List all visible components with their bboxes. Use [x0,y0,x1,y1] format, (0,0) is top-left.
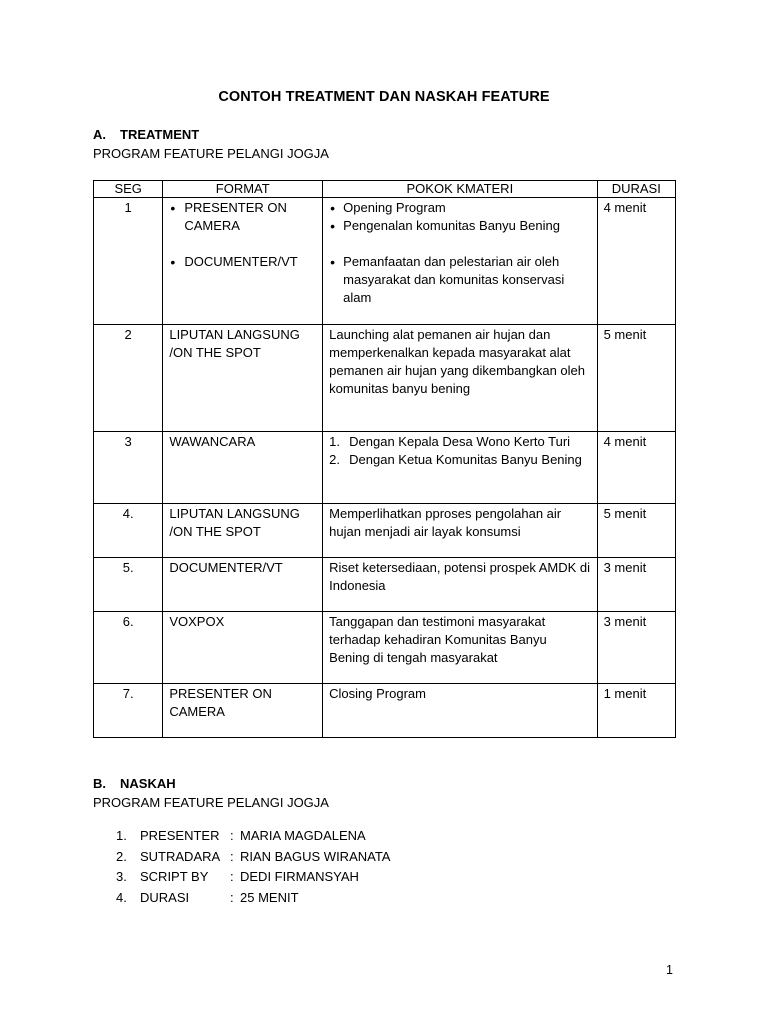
crew-role: SUTRADARA [140,848,221,864]
list-item: 2. Dengan Ketua Komunitas Banyu Bening [329,452,582,467]
cell-seg: 2 [94,325,163,432]
cell-durasi: 5 menit [597,504,675,558]
cell-pokok-materi: Closing Program [323,684,597,738]
section-b-letter: B. [93,776,106,791]
cell-seg: 6. [94,612,163,684]
cell-durasi: 3 menit [597,612,675,684]
cell-pokok-materi: Riset ketersediaan, potensi prospek AMDK di Indonesia [323,558,597,612]
list-item: 2. SUTRADARA : RIAN BAGUS WIRANATA [116,849,390,870]
table-row [94,198,676,325]
list-item: 1. Dengan Kepala Desa Wono Kerto Turi [329,434,571,449]
cell-durasi: 1 menit [597,684,675,738]
cell-pokok-materi: Launching alat pemanen air hujan dan memperkenalkan kepada masyarakat alat pemanen air hujan yang dikembangkan oleh komunitas banyu bening [323,325,597,432]
cell-format: WAWANCARA [163,432,323,504]
list-item: • PRESENTER ON CAMERA [169,199,316,235]
cell-format: VOXPOX [163,612,323,684]
section-a-letter: A. [93,127,106,142]
cell-format: LIPUTAN LANGSUNG /ON THE SPOT [163,325,323,432]
crew-role: PRESENTER [140,828,220,843]
header-format: FORMAT [163,181,323,198]
table-row [94,504,676,558]
crew-list [116,828,390,910]
cell-durasi: 4 menit [597,198,675,325]
crew-value: RIAN BAGUS WIRANATA [240,848,391,864]
section-a-program: PROGRAM FEATURE PELANGI JOGJA [93,146,329,161]
crew-role: SCRIPT BY [140,869,209,884]
cell-format: LIPUTAN LANGSUNG /ON THE SPOT [163,504,323,558]
table-row [94,684,676,738]
table-row [94,432,676,504]
cell-format: PRESENTER ON CAMERA [163,684,323,738]
cell-format [163,198,323,325]
section-b-heading [93,776,176,791]
section-a-heading [93,127,199,142]
cell-pokok-materi: Memperlihatkan pproses pengolahan air hujan menjadi air layak konsumsi [323,504,597,558]
cell-seg: 7. [94,684,163,738]
document-title: CONTOH TREATMENT DAN NASKAH FEATURE [218,89,550,105]
header-durasi: DURASI [597,181,675,198]
cell-durasi: 5 menit [597,325,675,432]
cell-seg: 3 [94,432,163,504]
format-list [169,199,316,271]
table-row [94,325,676,432]
list-item: 3. SCRIPT BY : DEDI FIRMANSYAH [116,869,390,890]
table-row [94,612,676,684]
list-item: • DOCUMENTER/VT [169,253,316,271]
header-seg: SEG [94,181,163,198]
cell-durasi: 3 menit [597,558,675,612]
crew-value: 25 MENIT [240,889,299,905]
crew-role: DURASI [140,889,190,905]
header-pokok-materi: POKOK KMATERI [323,181,597,198]
cell-pokok-materi: Tanggapan dan testimoni masyarakat terhadap kehadiran Komunitas Banyu Bening di tengah masyarakat [323,612,597,684]
section-b-title: NASKAH [120,776,176,791]
list-item: 4. DURASI : 25 MENIT [116,890,390,911]
page-number: 1 [666,963,673,977]
cell-pokok-materi [323,198,597,325]
cell-durasi: 4 menit [597,432,675,504]
cell-seg: 4. [94,504,163,558]
table-header-row [94,181,676,198]
cell-seg: 1 [94,198,163,325]
list-item: • Pengenalan komunitas Banyu Bening [329,217,590,235]
crew-value: MARIA MAGDALENA [240,828,366,843]
pokok-list [329,199,590,307]
cell-format: DOCUMENTER/VT [163,558,323,612]
cell-seg: 5. [94,558,163,612]
list-item: 1. PRESENTER : MARIA MAGDALENA [116,828,390,849]
crew-value: DEDI FIRMANSYAH [240,869,359,884]
list-item: • Pemanfaatan dan pelestarian air oleh masyarakat dan komunitas konservasi alam [329,253,590,307]
pokok-numbered-list [329,433,590,469]
section-a-title: TREATMENT [120,127,200,142]
table-row [94,558,676,612]
section-b-program: PROGRAM FEATURE PELANGI JOGJA [93,795,329,810]
list-item: • Opening Program [329,199,590,217]
cell-pokok-materi [323,432,597,504]
treatment-table [93,180,676,738]
